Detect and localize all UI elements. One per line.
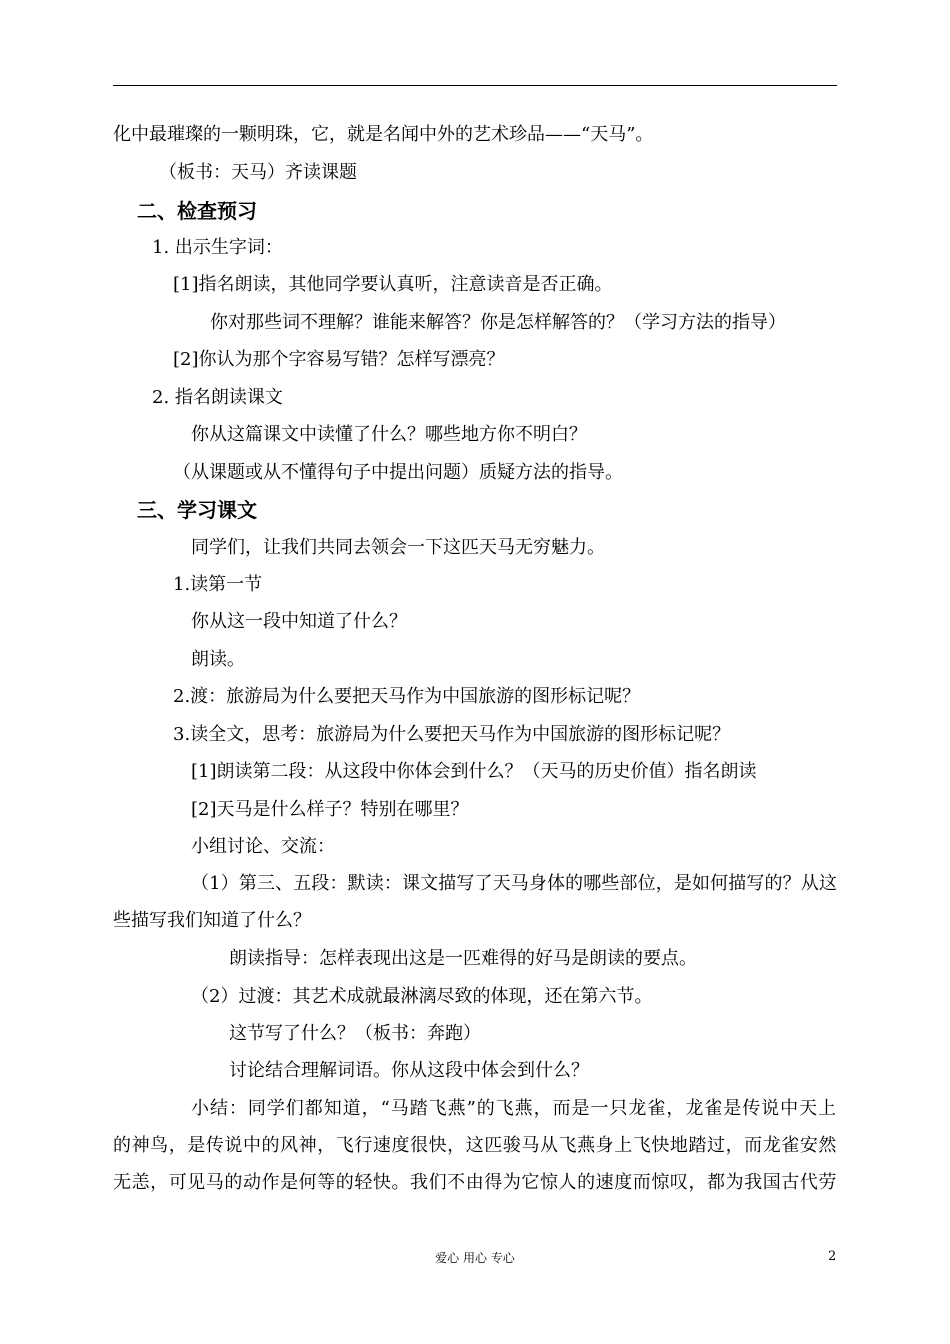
text-line: （2）过渡：其艺术成就最淋漓尽致的体现，还在第六节。 [191, 986, 653, 1007]
section-heading: 二、检查预习 [137, 199, 257, 223]
text-line: [1]朗读第二段：从这段中你体会到什么？（天马的历史价值）指名朗读 [191, 761, 757, 782]
text-line: 朗读。 [191, 649, 245, 670]
page-footer: 爱心 用心 专心 [435, 1251, 515, 1265]
text-line: 小结：同学们都知道，“马踏飞燕”的飞燕，而是一只龙雀，龙雀是传说中天上 [191, 1098, 837, 1119]
text-line: 你对那些词不理解？谁能来解答？你是怎样解答的？（学习方法的指导） [210, 312, 786, 333]
text-line: [2]你认为那个字容易写错？怎样写漂亮？ [173, 349, 505, 370]
page-number: 2 [828, 1249, 837, 1264]
text-line: 3.读全文，思考：旅游局为什么要把天马作为中国旅游的图形标记呢？ [173, 724, 731, 745]
header-rule [113, 85, 837, 86]
text-line: [2]天马是什么样子？特别在哪里？ [191, 799, 469, 820]
text-line: 你从这篇课文中读懂了什么？哪些地方你不明白？ [191, 424, 587, 445]
text-line: 化中最璀璨的一颗明珠，它，就是名闻中外的艺术珍品——“天马”。 [113, 124, 654, 145]
text-line: 的神鸟，是传说中的风神，飞行速度很快，这匹骏马从飞燕身上飞快地踏过，而龙雀安然 [113, 1135, 837, 1156]
text-line: 讨论结合理解词语。你从这段中体会到什么？ [229, 1060, 589, 1081]
text-line: 小组讨论、交流： [191, 836, 335, 857]
text-line: 2.渡：旅游局为什么要把天马作为中国旅游的图形标记呢？ [173, 686, 641, 707]
text-line: 这节写了什么？（板书：奔跑） [229, 1023, 481, 1044]
text-line: 无恙，可见马的动作是何等的轻快。我们不由得为它惊人的速度而惊叹，都为我国古代劳 [113, 1172, 837, 1193]
text-line: （板书：天马）齐读课题 [159, 162, 357, 183]
text-line: （1）第三、五段：默读：课文描写了天马身体的哪些部位，是如何描写的？从这 [191, 873, 837, 894]
text-line: （从课题或从不懂得句子中提出问题）质疑方法的指导。 [173, 462, 623, 483]
text-line: 你从这一段中知道了什么？ [191, 611, 407, 632]
section-heading: 三、学习课文 [137, 498, 257, 522]
text-line: 朗读指导：怎样表现出这是一匹难得的好马是朗读的要点。 [229, 948, 697, 969]
text-line: 1. 出示生字词： [152, 237, 283, 258]
text-line: 些描写我们知道了什么？ [113, 910, 311, 931]
text-line: 2. 指名朗读课文 [152, 387, 283, 408]
text-line: 1.读第一节 [173, 574, 263, 595]
text-line: 同学们，让我们共同去领会一下这匹天马无穷魅力。 [191, 537, 605, 558]
text-line: [1]指名朗读，其他同学要认真听，注意读音是否正确。 [173, 274, 613, 295]
